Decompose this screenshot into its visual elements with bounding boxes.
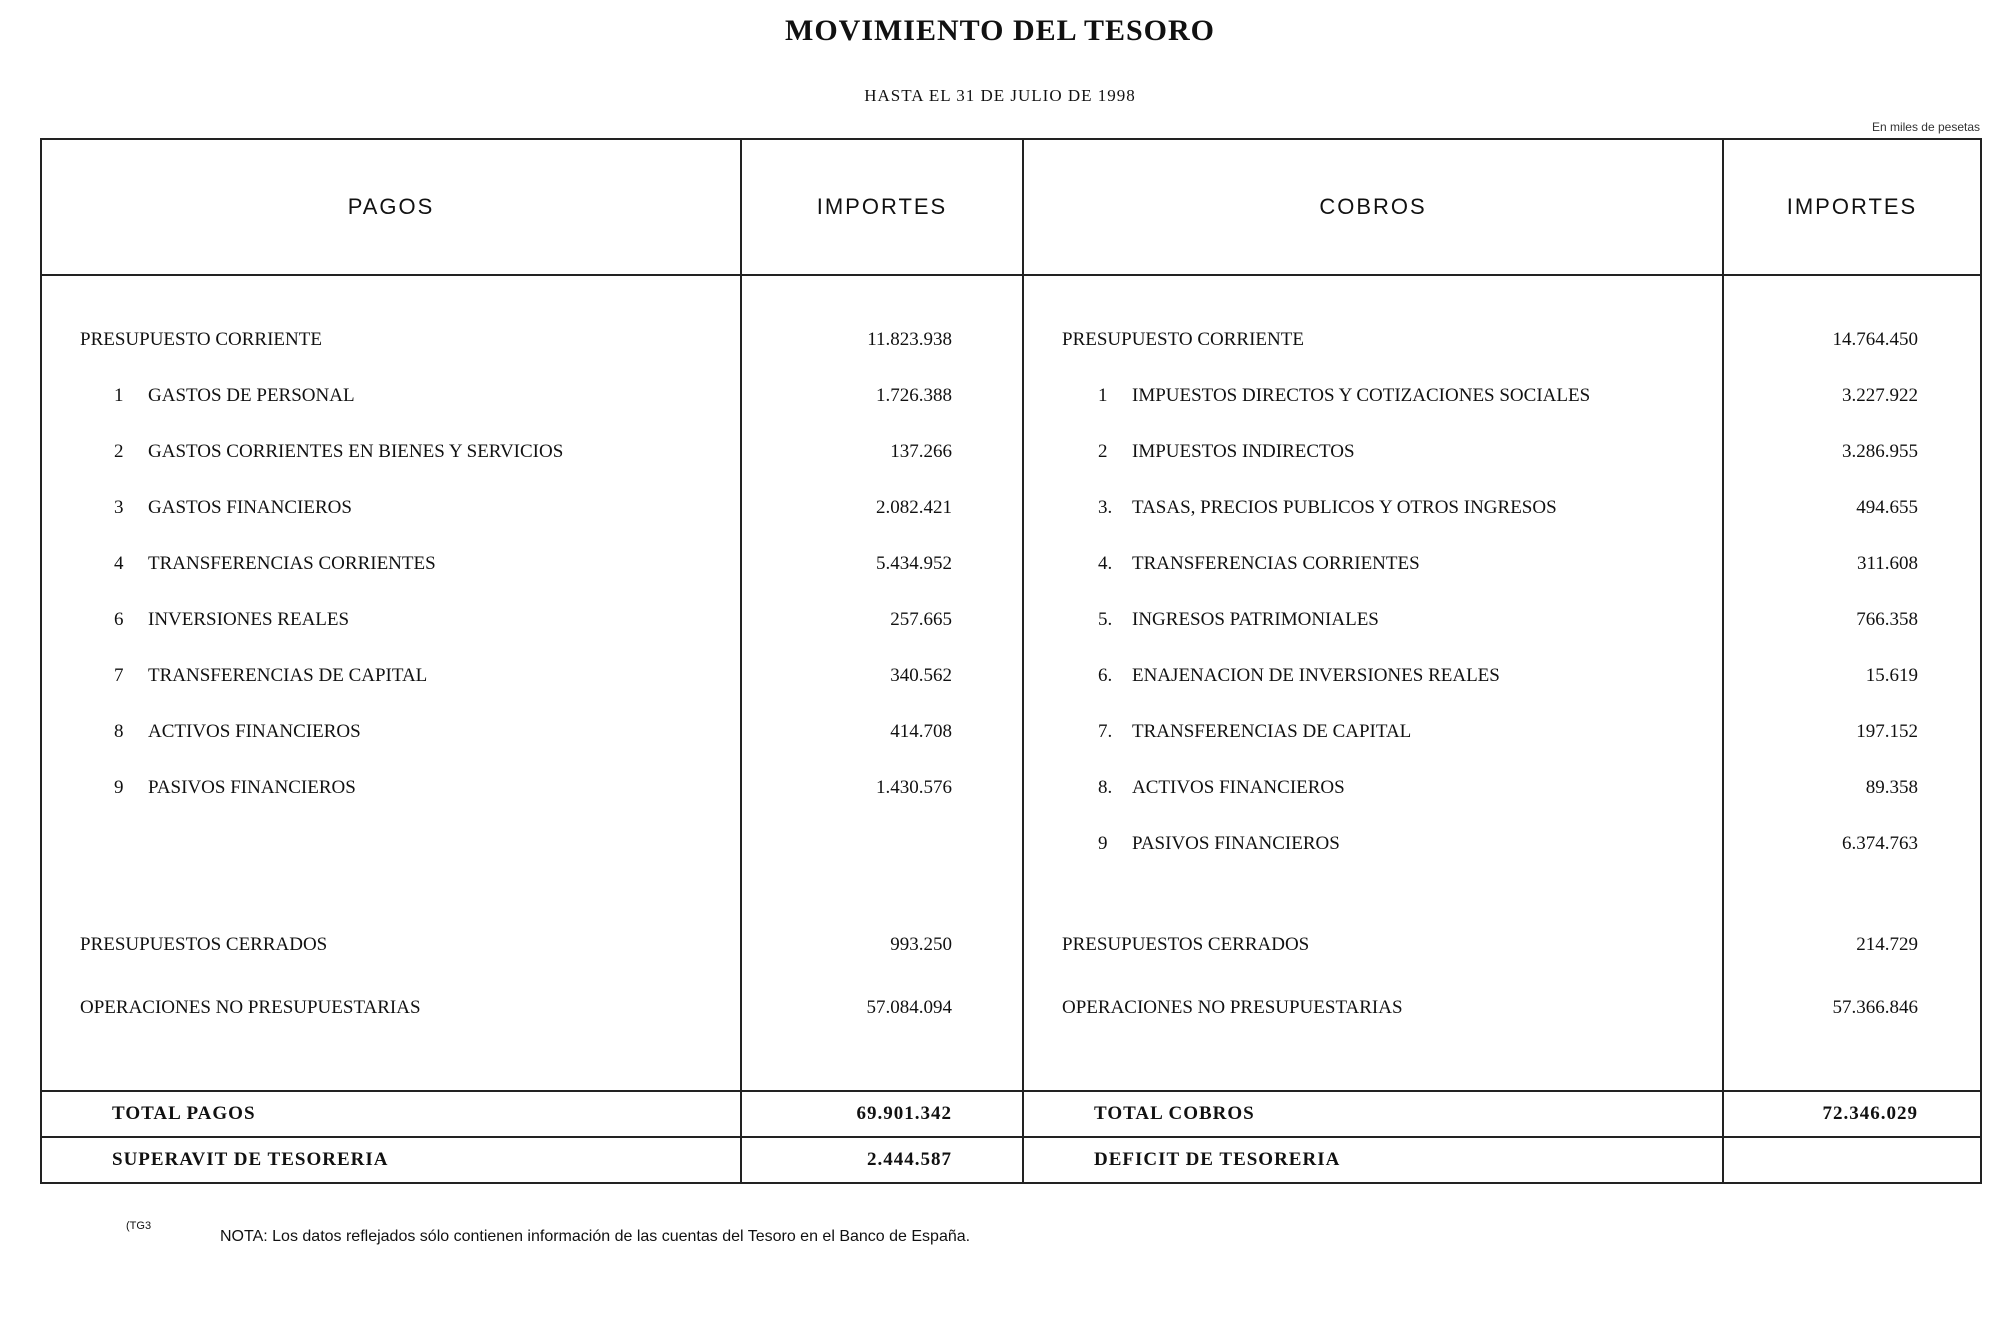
deficit-label: DEFICIT DE TESORERIA xyxy=(1023,1137,1723,1183)
header-importes-cobros: IMPORTES xyxy=(1723,139,1981,275)
table-row xyxy=(41,536,1981,592)
pagos-item-code: 4 xyxy=(114,553,124,574)
total-pagos-value: 69.901.342 xyxy=(741,1091,1023,1137)
superavit-value: 2.444.587 xyxy=(741,1137,1023,1183)
table-row xyxy=(41,368,1981,424)
table-row xyxy=(41,480,1981,536)
table-row xyxy=(41,592,1981,648)
pagos-item-value: 137.266 xyxy=(741,424,1023,480)
pagos-item-code: 9 xyxy=(114,777,124,798)
total-row xyxy=(41,1091,1981,1137)
pagos-item-code: 7 xyxy=(114,665,124,686)
pagos-item-label: INVERSIONES REALES xyxy=(148,609,350,630)
table-row xyxy=(41,816,1981,872)
cobros-item-value: 6.374.763 xyxy=(1723,816,1981,872)
cobros-item-value: 3.286.955 xyxy=(1723,424,1981,480)
pagos-item-code: 8 xyxy=(114,721,124,742)
pagos-item-value: 1.726.388 xyxy=(741,368,1023,424)
cobros-item-code: 3. xyxy=(1098,497,1113,518)
total-cobros-value: 72.346.029 xyxy=(1723,1091,1981,1137)
table-row xyxy=(41,424,1981,480)
document-subtitle: HASTA EL 31 DE JULIO DE 1998 xyxy=(864,86,1136,105)
table-row xyxy=(41,312,1981,368)
cobros-item-code: 5. xyxy=(1098,609,1113,630)
pagos-item-label: TRANSFERENCIAS CORRIENTES xyxy=(148,553,436,574)
cobros-corriente-label: PRESUPUESTO CORRIENTE xyxy=(1023,312,1723,368)
saldo-row xyxy=(41,1137,1981,1183)
total-cobros-label: TOTAL COBROS xyxy=(1023,1091,1723,1137)
cobros-item-label: TRANSFERENCIAS DE CAPITAL xyxy=(1132,721,1412,742)
pagos-item-value: 2.082.421 xyxy=(741,480,1023,536)
pagos-corriente-label: PRESUPUESTO CORRIENTE xyxy=(41,312,741,368)
table-row xyxy=(41,966,1981,1050)
cobros-item-value: 766.358 xyxy=(1723,592,1981,648)
pagos-item-label: GASTOS DE PERSONAL xyxy=(148,385,355,406)
pagos-item-code: 2 xyxy=(114,441,124,462)
cobros-item-value: 15.619 xyxy=(1723,648,1981,704)
pagos-item-code: 1 xyxy=(114,385,124,406)
pagos-no-presupuestarias-value: 57.084.094 xyxy=(741,966,1023,1050)
pagos-no-presupuestarias-label: OPERACIONES NO PRESUPUESTARIAS xyxy=(41,966,741,1050)
cobros-item-value: 3.227.922 xyxy=(1723,368,1981,424)
cobros-no-presupuestarias-label: OPERACIONES NO PRESUPUESTARIAS xyxy=(1023,966,1723,1050)
cobros-item-code: 9 xyxy=(1098,833,1108,854)
footnote: NOTA: Los datos reflejados sólo contienen información de las cuentas del Tesoro en el Banco de España. xyxy=(220,1228,971,1245)
pagos-item-label: GASTOS CORRIENTES EN BIENES Y SERVICIOS xyxy=(148,441,564,462)
pagos-item-code: 3 xyxy=(114,497,124,518)
pagos-item-label: PASIVOS FINANCIEROS xyxy=(148,777,356,798)
pagos-item-code: 6 xyxy=(114,609,124,630)
cobros-item-value: 197.152 xyxy=(1723,704,1981,760)
pagos-item-value: 257.665 xyxy=(741,592,1023,648)
cobros-item-code: 2 xyxy=(1098,441,1108,462)
treasury-table xyxy=(40,138,1982,1184)
cobros-item-code: 7. xyxy=(1098,721,1113,742)
pagos-item-value: 340.562 xyxy=(741,648,1023,704)
cobros-item-label: TRANSFERENCIAS CORRIENTES xyxy=(1132,553,1420,574)
pagos-item-label: ACTIVOS FINANCIEROS xyxy=(148,721,361,742)
units-label: En miles de pesetas xyxy=(1871,120,1980,134)
cobros-cerrados-value: 214.729 xyxy=(1723,872,1981,966)
pagos-corriente-value: 11.823.938 xyxy=(741,312,1023,368)
header-importes-pagos: IMPORTES xyxy=(741,139,1023,275)
cobros-item-value: 311.608 xyxy=(1723,536,1981,592)
table-row xyxy=(41,648,1981,704)
cobros-item-label: TASAS, PRECIOS PUBLICOS Y OTROS INGRESOS xyxy=(1132,497,1557,518)
total-pagos-label: TOTAL PAGOS xyxy=(41,1091,741,1137)
deficit-value xyxy=(1723,1137,1981,1183)
table-row xyxy=(41,872,1981,966)
pagos-item-label: TRANSFERENCIAS DE CAPITAL xyxy=(148,665,428,686)
table-row xyxy=(41,760,1981,816)
cobros-item-label: INGRESOS PATRIMONIALES xyxy=(1132,609,1379,630)
header-pagos: PAGOS xyxy=(41,139,741,275)
cobros-corriente-value: 14.764.450 xyxy=(1723,312,1981,368)
cobros-item-label: IMPUESTOS INDIRECTOS xyxy=(1132,441,1355,462)
cobros-item-code: 4. xyxy=(1098,553,1113,574)
cobros-item-value: 494.655 xyxy=(1723,480,1981,536)
pagos-item-value: 414.708 xyxy=(741,704,1023,760)
cobros-item-label: ENAJENACION DE INVERSIONES REALES xyxy=(1132,665,1500,686)
cobros-cerrados-label: PRESUPUESTOS CERRADOS xyxy=(1023,872,1723,966)
page-number: (TG3 xyxy=(126,1220,152,1232)
cobros-item-label: IMPUESTOS DIRECTOS Y COTIZACIONES SOCIALES xyxy=(1132,385,1591,406)
cobros-item-code: 8. xyxy=(1098,777,1113,798)
pagos-item-label: GASTOS FINANCIEROS xyxy=(148,497,352,518)
cobros-item-label: PASIVOS FINANCIEROS xyxy=(1132,833,1340,854)
cobros-item-value: 89.358 xyxy=(1723,760,1981,816)
superavit-label: SUPERAVIT DE TESORERIA xyxy=(41,1137,741,1183)
pagos-cerrados-value: 993.250 xyxy=(741,872,1023,966)
cobros-item-code: 6. xyxy=(1098,665,1113,686)
header-row xyxy=(41,139,1981,275)
header-cobros: COBROS xyxy=(1023,139,1723,275)
cobros-item-label: ACTIVOS FINANCIEROS xyxy=(1132,777,1345,798)
table-row xyxy=(41,704,1981,760)
cobros-no-presupuestarias-value: 57.366.846 xyxy=(1723,966,1981,1050)
cobros-item-code: 1 xyxy=(1098,385,1108,406)
pagos-cerrados-label: PRESUPUESTOS CERRADOS xyxy=(41,872,741,966)
pagos-item-value: 5.434.952 xyxy=(741,536,1023,592)
document-title: MOVIMIENTO DEL TESORO xyxy=(785,14,1215,47)
pagos-item-value: 1.430.576 xyxy=(741,760,1023,816)
